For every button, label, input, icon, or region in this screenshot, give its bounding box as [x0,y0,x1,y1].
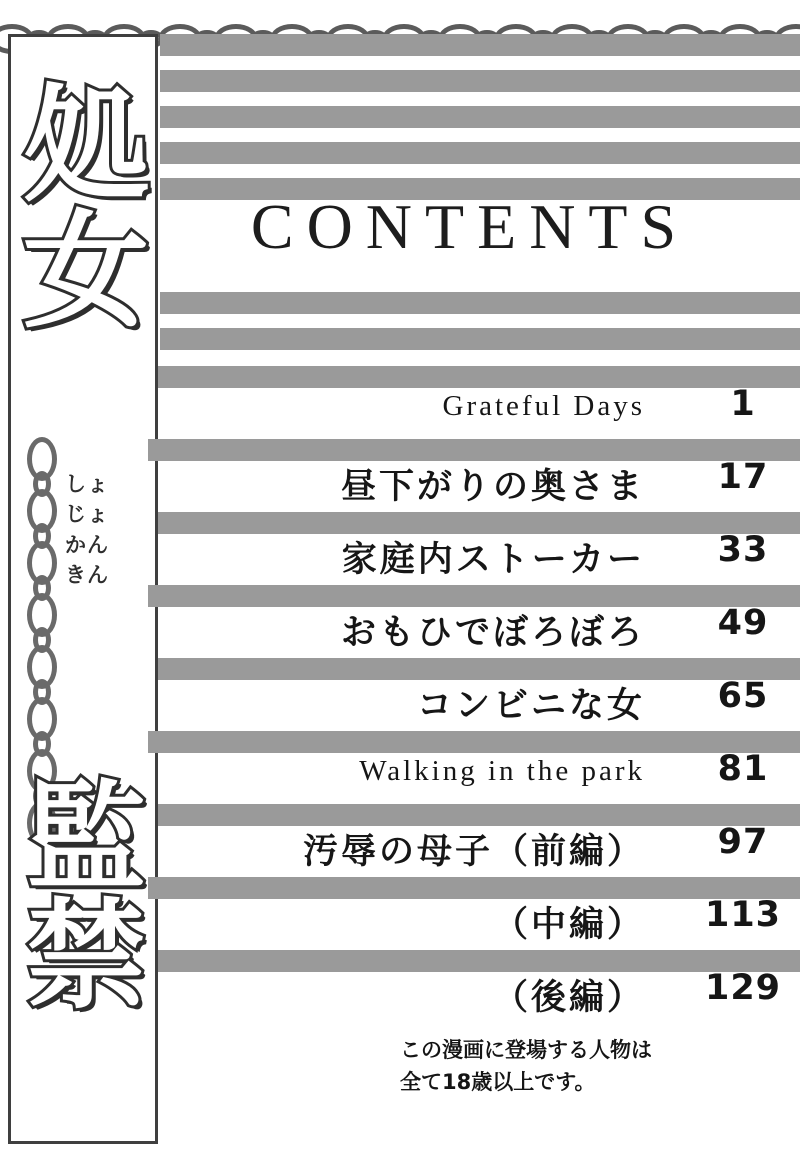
toc-entry-page-number: 65 [717,676,769,716]
toc-entry[interactable] [148,366,800,439]
age-disclaimer [400,1035,785,1098]
book-title-top: 処女 [23,72,149,345]
toc-entry-page-number: 49 [717,603,769,643]
age-disclaimer-line-1: この漫画に登場する人物は [400,1038,652,1062]
toc-entry[interactable] [148,731,800,804]
toc-entry-title: おもひでぼろぼろ [340,613,645,653]
decorative-stripe [160,142,800,164]
toc-entry-title: Walking in the park [359,755,645,787]
toc-entry-page-number: 97 [717,822,769,862]
toc-entry-page-number: 1 [730,384,756,424]
decorative-stripe [160,292,800,314]
toc-entry-page-number: 81 [717,749,769,789]
toc-entry-page-number: 33 [717,530,769,570]
book-title-bottom: 監禁 [26,769,145,1025]
toc-entry[interactable] [148,439,800,512]
book-title-ruby: しょじょかんきん [65,472,109,588]
toc-entry-title: 家庭内ストーカー [341,540,645,580]
toc-entry[interactable] [148,585,800,658]
toc-entry-title: （中編） [492,905,645,945]
toc-entry-page-number: 113 [704,895,782,935]
toc-entry-page-number: 17 [717,457,769,497]
decorative-stripe [160,34,800,56]
toc-entry[interactable] [148,877,800,950]
decorative-stripe [160,106,800,128]
toc-entry-title: 汚辱の母子（前編） [302,832,645,872]
toc-entry[interactable] [148,512,800,585]
chain-decoration-vertical [25,437,59,817]
decorative-stripe [160,328,800,350]
toc-entry-title: コンビニな女 [416,686,645,726]
toc-entry-title: （後編） [492,978,645,1018]
toc-entry[interactable] [148,804,800,877]
spine-panel [8,34,158,1144]
decorative-stripe [160,70,800,92]
table-of-contents [148,366,800,1023]
toc-entry-page-number: 129 [704,968,782,1008]
toc-entry-title: Grateful Days [442,390,645,422]
toc-entry-title: 昼下がりの奥さま [340,467,645,507]
page-title: CONTENTS [250,191,690,262]
toc-entry[interactable] [148,658,800,731]
toc-entry[interactable] [148,950,800,1023]
age-disclaimer-line-2: 全て18歳以上です。 [400,1069,596,1094]
